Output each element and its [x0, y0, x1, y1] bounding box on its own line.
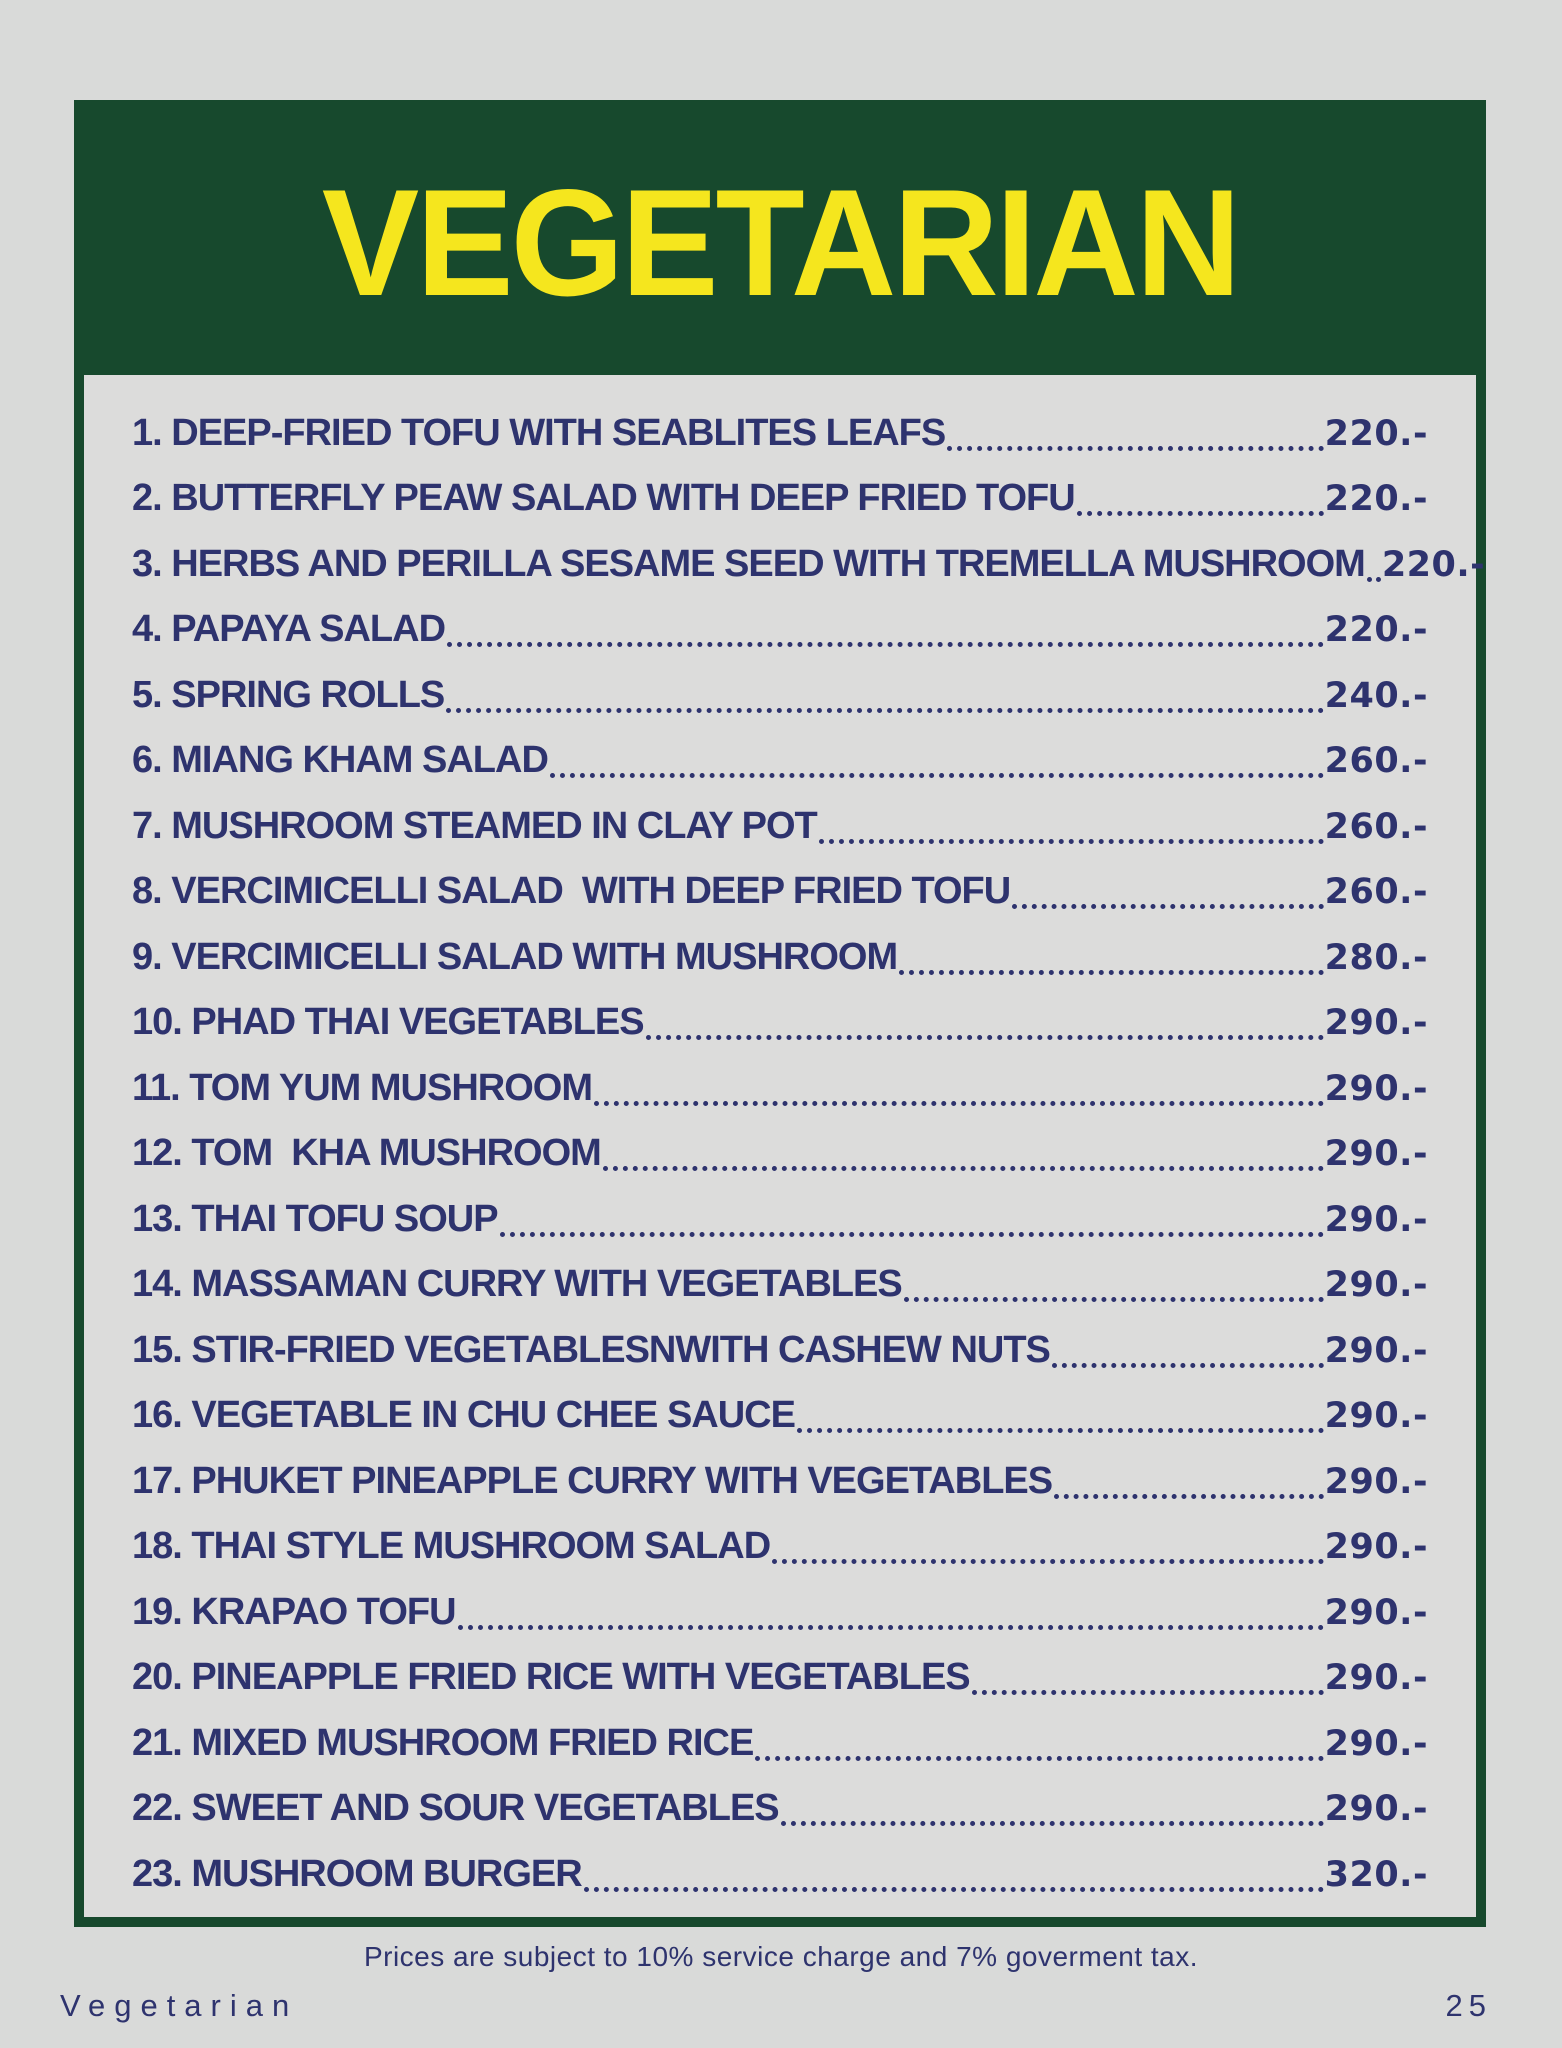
leader-dots: [1052, 1363, 1324, 1368]
menu-item-price: 290.-: [1324, 1265, 1428, 1305]
menu-item-label: 11. TOM YUM MUSHROOM: [132, 1066, 592, 1109]
leader-dots: [904, 1297, 1324, 1302]
menu-item-label: 5. SPRING ROLLS: [132, 673, 445, 716]
leader-dots: [781, 1821, 1324, 1826]
menu-item-row: [132, 530, 1486, 596]
menu-item-label: 17. PHUKET PINEAPPLE CURRY WITH VEGETABLES: [132, 1459, 1053, 1502]
menu-item-price: 220.-: [1324, 413, 1428, 454]
leader-dots: [447, 642, 1324, 647]
menu-item-label: 10. PHAD THAI VEGETABLES: [132, 1001, 644, 1043]
menu-item-price: 290.-: [1324, 1330, 1428, 1371]
leader-dots: [1054, 1494, 1324, 1499]
leader-dots: [603, 1166, 1324, 1171]
menu-item-label: 18. THAI STYLE MUSHROOM SALAD: [132, 1525, 771, 1567]
menu-item-price: 240.-: [1324, 675, 1428, 716]
menu-item-price: 290.-: [1324, 1199, 1428, 1240]
menu-item-label: 16. VEGETABLE IN CHU CHEE SAUCE: [132, 1394, 795, 1436]
leader-dots: [646, 1035, 1324, 1040]
menu-item-label: 19. KRAPAO TOFU: [132, 1590, 456, 1633]
menu-item-label: 22. SWEET AND SOUR VEGETABLES: [132, 1787, 779, 1829]
menu-item-row: [132, 1709, 1428, 1775]
menu-item-row: [132, 1447, 1428, 1513]
menu-item-row: [132, 1120, 1428, 1186]
menu-item-row: [132, 399, 1428, 465]
menu-item-label: 1. DEEP-FRIED TOFU WITH SEABLITES LEAFS: [132, 411, 946, 454]
menu-item-price: 290.-: [1324, 1396, 1428, 1436]
menu-item-label: 20. PINEAPPLE FRIED RICE WITH VEGETABLES: [132, 1656, 970, 1698]
leader-dots: [1012, 904, 1323, 909]
menu-item-row: [132, 1840, 1428, 1906]
menu-item-price: 290.-: [1324, 1461, 1428, 1502]
menu-item-row: [132, 1513, 1428, 1579]
leader-dots: [797, 1428, 1324, 1433]
menu-item-label: 12. TOM KHA MUSHROOM: [132, 1132, 601, 1174]
leader-dots: [458, 1625, 1324, 1630]
menu-item-label: 13. THAI TOFU SOUP: [132, 1197, 498, 1240]
menu-item-price: 260.-: [1324, 741, 1428, 781]
leader-dots: [972, 1690, 1324, 1695]
menu-item-row: [132, 1054, 1428, 1120]
leader-dots: [1367, 577, 1381, 582]
leader-dots: [584, 1887, 1324, 1892]
menu-item-row: [132, 792, 1428, 858]
menu-item-row: [132, 661, 1428, 727]
menu-item-price: 290.-: [1324, 1527, 1428, 1567]
menu-item-price: 290.-: [1324, 1068, 1428, 1109]
menu-item-price: 290.-: [1324, 1592, 1428, 1633]
footer-section-name: Vegetarian: [60, 1988, 299, 2023]
leader-dots: [899, 970, 1324, 975]
menu-item-label: 9. VERCIMICELLI SALAD WITH MUSHROOM: [132, 935, 898, 978]
menu-item-row: [132, 596, 1428, 662]
footer-page-number: 25: [1445, 1988, 1492, 2023]
menu-item-list: [84, 375, 1486, 1906]
menu-item-row: [132, 1644, 1428, 1710]
menu-item-row: [132, 1316, 1428, 1382]
menu-item-row: [132, 923, 1428, 989]
page-footer: [60, 1988, 1492, 2024]
leader-dots: [819, 839, 1324, 844]
menu-item-row: [132, 1251, 1428, 1317]
menu-item-row: [132, 465, 1428, 531]
menu-item-label: 8. VERCIMICELLI SALAD WITH DEEP FRIED TOFU: [132, 870, 1011, 912]
menu-item-price: 260.-: [1324, 806, 1428, 847]
menu-item-price: 260.-: [1324, 872, 1428, 912]
menu-item-row: [132, 727, 1428, 793]
menu-item-row: [132, 1185, 1428, 1251]
menu-item-label: 23. MUSHROOM BURGER: [132, 1852, 582, 1895]
leader-dots: [755, 1756, 1323, 1761]
leader-dots: [500, 1232, 1324, 1237]
menu-item-price: 290.-: [1324, 1658, 1428, 1698]
menu-item-price: 290.-: [1324, 1789, 1428, 1829]
menu-item-label: 3. HERBS AND PERILLA SESAME SEED WITH TREMELLA MUSHROOM: [132, 542, 1365, 585]
menu-item-price: 290.-: [1324, 1134, 1428, 1174]
page-title: VEGETARIAN: [321, 157, 1239, 327]
menu-item-price: 290.-: [1324, 1723, 1428, 1764]
menu-item-price: 220.-: [1324, 479, 1428, 519]
menu-item-row: [132, 1578, 1428, 1644]
leader-dots: [772, 1559, 1323, 1564]
menu-item-price: 320.-: [1324, 1854, 1428, 1895]
menu-item-label: 7. MUSHROOM STEAMED IN CLAY POT: [132, 804, 817, 847]
menu-header-band: [84, 110, 1476, 375]
menu-card: [74, 100, 1486, 1927]
menu-item-label: 15. STIR-FRIED VEGETABLESNWITH CASHEW NUTS: [132, 1328, 1050, 1371]
menu-item-row: [132, 858, 1428, 924]
tax-service-note: Prices are subject to 10% service charge and 7% goverment tax.: [363, 1941, 1199, 1972]
menu-item-price: 220.-: [1381, 544, 1486, 585]
menu-item-row: [132, 989, 1428, 1055]
leader-dots: [1077, 511, 1324, 516]
menu-item-price: 220.-: [1324, 610, 1428, 650]
menu-item-row: [132, 1382, 1428, 1448]
menu-item-row: [132, 1775, 1428, 1841]
menu-item-label: 4. PAPAYA SALAD: [132, 608, 446, 650]
leader-dots: [550, 773, 1324, 778]
menu-item-label: 14. MASSAMAN CURRY WITH VEGETABLES: [132, 1263, 902, 1305]
menu-item-label: 2. BUTTERFLY PEAW SALAD WITH DEEP FRIED TOFU: [132, 477, 1075, 519]
menu-item-price: 280.-: [1324, 937, 1428, 978]
menu-item-label: 21. MIXED MUSHROOM FRIED RICE: [132, 1721, 754, 1764]
leader-dots: [594, 1101, 1324, 1106]
leader-dots: [446, 708, 1323, 713]
menu-item-price: 290.-: [1324, 1003, 1428, 1043]
leader-dots: [947, 446, 1323, 451]
menu-item-label: 6. MIANG KHAM SALAD: [132, 739, 548, 781]
